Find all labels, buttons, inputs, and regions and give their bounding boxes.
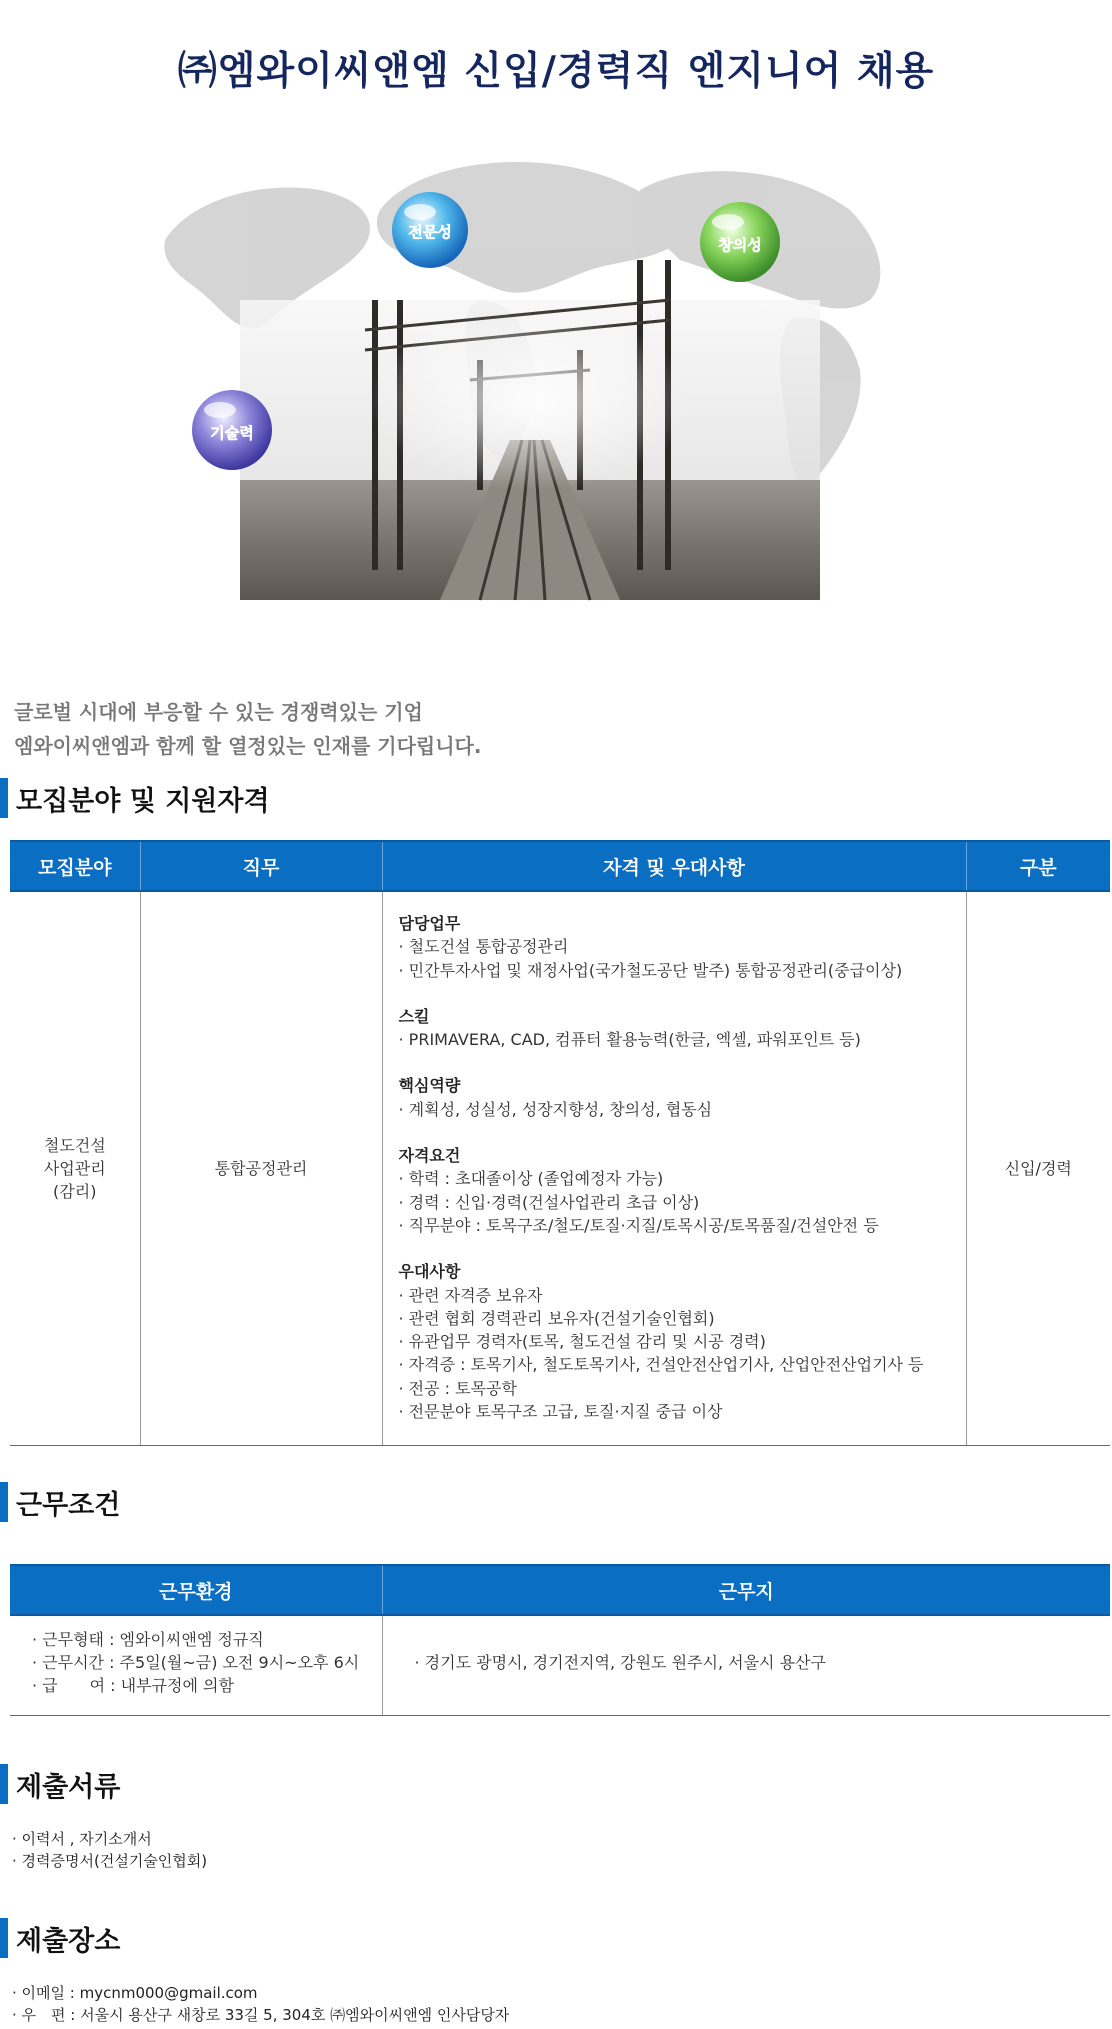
cell-qualifications xyxy=(382,891,966,1446)
heading-accent-bar xyxy=(0,778,8,818)
work-conditions-table xyxy=(10,1564,1110,1716)
heading-accent-bar xyxy=(0,1764,8,1804)
section-heading-submission xyxy=(0,1918,120,1958)
recruit-table xyxy=(10,840,1110,1446)
section-heading-recruit xyxy=(0,778,270,818)
orb-expertise xyxy=(392,192,468,268)
intro-text xyxy=(14,695,481,763)
section-heading-text: 근무조건 xyxy=(16,1489,121,1521)
section-heading-text: 제출장소 xyxy=(16,1925,121,1957)
documents-list xyxy=(12,1828,207,1872)
qual-group-competencies: 핵심역량 · 계획성, 성실성, 성장지향성, 창의성, 협동심 xyxy=(398,1076,713,1119)
table-row xyxy=(10,1615,1110,1716)
header-field: 모집분야 xyxy=(10,841,140,891)
qual-group-duties: 담당업무 · 철도건설 통합공정관리 · 민간투자사업 및 재정사업(국가철도공단 발주) 통합공정관리(중급이상) xyxy=(398,914,903,980)
cell-location: · 경기도 광명시, 경기전지역, 강원도 원주시, 서울시 용산구 xyxy=(382,1615,1110,1716)
cell-environment: · 근무형태 : 엠와이씨앤엠 정규직 · 근무시간 : 주5일(월~금) 오전 9시~오후 6시 · 급 여 : 내부규정에 의함 xyxy=(10,1615,382,1716)
table-header-row xyxy=(10,1565,1110,1615)
email-item: · 이메일 : mycnm000@gmail.com xyxy=(12,1984,258,2002)
header-type: 구분 xyxy=(966,841,1110,891)
hero-illustration xyxy=(150,150,910,610)
qual-group-skills: 스킬 · PRIMAVERA, CAD, 컴퓨터 활용능력(한글, 엑셀, 파워포인트 등) xyxy=(398,1006,861,1050)
section-heading-work xyxy=(0,1482,120,1522)
qual-group-preferences: 우대사항 · 관련 자격증 보유자 · 관련 협회 경력관리 보유자(건설기술인협회) · 유관업무 경력자(토목, 철도건설 감리 및 시공 경력) · 자격증 : 토목기사, 철도토목기사, 건설안전산업기사, 산업안전산업기사 등 · 전공 : 토목공학 · 전문분야 토목구조 고급, 토질·지질 중급 이상 xyxy=(398,1262,924,1422)
mail-address-item: · 우 편 : 서울시 용산구 새창로 33길 5, 304호 ㈜엠와이씨앤엠 인사담당자 xyxy=(12,2006,510,2024)
cell-field: 철도건설 사업관리 (감리) xyxy=(10,891,140,1446)
header-job: 직무 xyxy=(140,841,382,891)
qual-group-requirements: 자격요건 · 학력 : 초대졸이상 (졸업예정자 가능) · 경력 : 신입·경력(건설사업관리 초급 이상) · 직무분야 : 토목구조/철도/토질·지질/토목시공/토목품질/건설안전 등 xyxy=(398,1146,879,1235)
page-title: ㈜엠와이씨앤엠 신입/경력직 엔지니어 채용 xyxy=(177,49,935,94)
header-location: 근무지 xyxy=(382,1565,1110,1615)
svg-text:창의성: 창의성 xyxy=(718,236,762,254)
table-header-row xyxy=(10,841,1110,891)
svg-text:전문성: 전문성 xyxy=(408,223,452,241)
heading-accent-bar xyxy=(0,1918,8,1958)
section-heading-text: 모집분야 및 지원자격 xyxy=(16,785,270,817)
orb-technology xyxy=(192,390,272,470)
svg-text:기술력: 기술력 xyxy=(210,424,254,442)
section-heading-text: 제출서류 xyxy=(16,1771,121,1803)
header-qualifications: 자격 및 우대사항 xyxy=(382,841,966,891)
section-heading-documents xyxy=(0,1764,120,1804)
heading-accent-bar xyxy=(0,1482,8,1522)
cell-type: 신입/경력 xyxy=(966,891,1110,1446)
submission-list xyxy=(12,1982,509,2026)
cell-job: 통합공정관리 xyxy=(140,891,382,1446)
intro-line-1: 글로벌 시대에 부응할 수 있는 경쟁력있는 기업 xyxy=(14,700,423,724)
header-environment: 근무환경 xyxy=(10,1565,382,1615)
table-row xyxy=(10,891,1110,1446)
list-item: · 경력증명서(건설기술인협회) xyxy=(12,1852,208,1870)
list-item: · 이력서 , 자기소개서 xyxy=(12,1830,152,1848)
orb-creativity xyxy=(700,202,780,282)
intro-line-2: 엠와이씨앤엠과 함께 할 열정있는 인재를 기다립니다. xyxy=(14,734,482,758)
